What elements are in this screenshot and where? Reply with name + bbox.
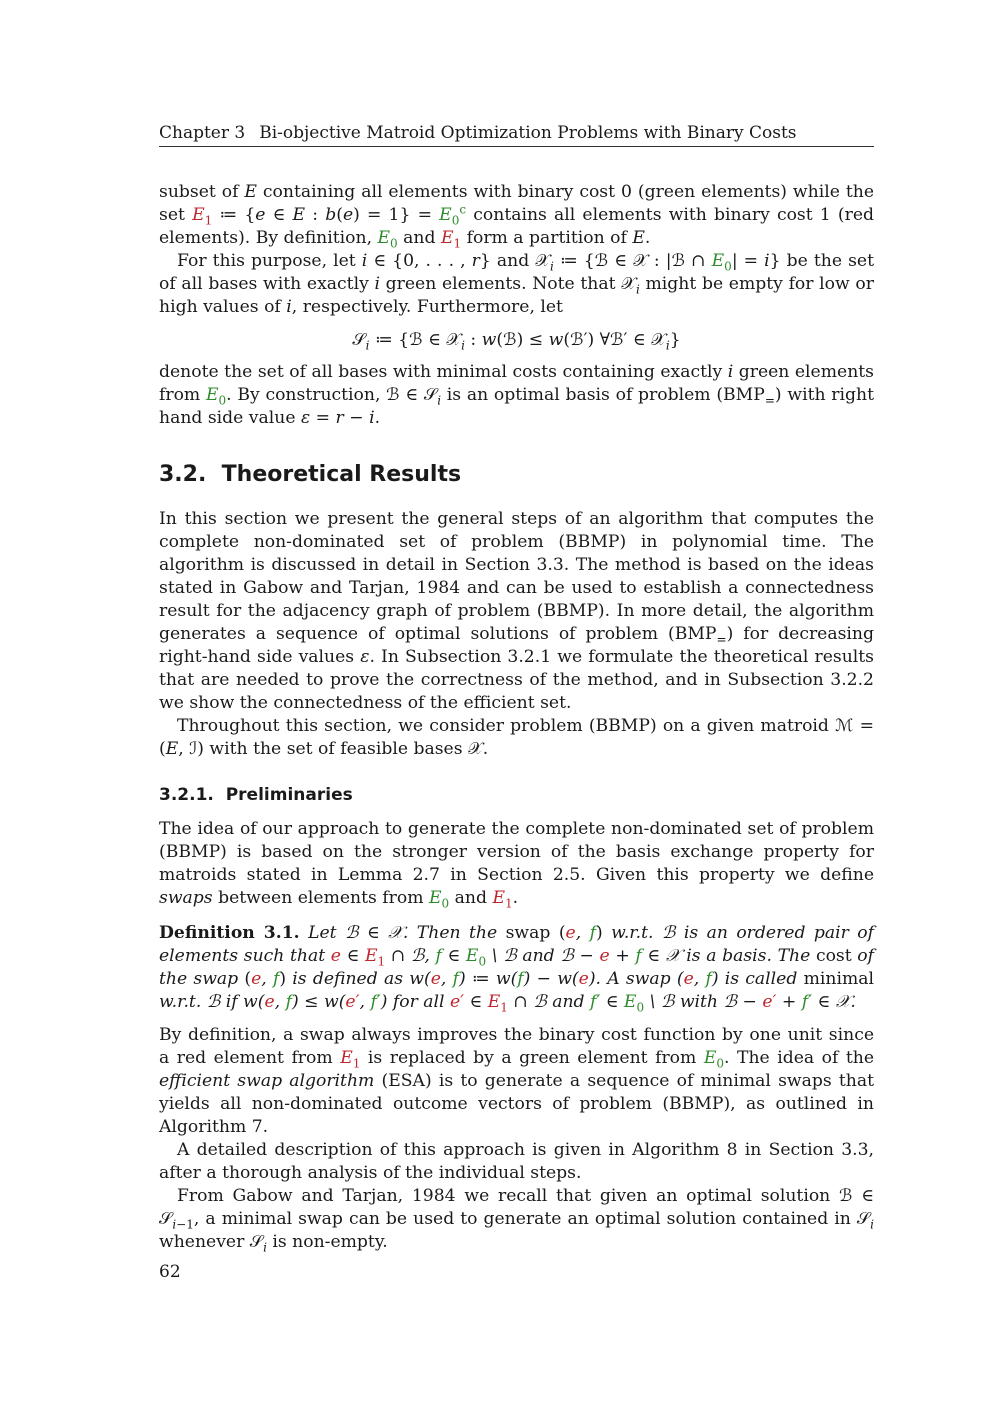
paragraph: In this section we present the general steps of an algorithm that computes the complete non-dominated set of problem (BBMP) in polynomial time. The algorithm is discussed in detail in Section 3.3. The method is based on the ideas stated in Gabow and Tarjan, 1984 and can be used to establish a connectedness result for the adjacency graph of problem (BBMP). In more detail, the algorithm generates a sequence of optimal solutions of problem $(BMP_=)$ for decreasing right-hand side values ε. In Subsection 3.2.1 we formulate the theoretical results that are needed to prove the correctness of the method, and in Subsection 3.2.2 we show the connectedness of the efficient set.: [159, 509, 874, 713]
paragraph: The idea of our approach to generate the complete non-dominated set of problem (BBMP) is based on the stronger version of the basis exchange property for matroids stated in Lemma 2.7 in Section 2.5. Given this property we define swaps between elements from $E_0$ and $E_1$.: [159, 819, 874, 911]
subsection-number: 3.2.1.: [159, 785, 214, 805]
definition-block: Definition 3.1. Let ℬ ∈ 𝒳. Then the swap (e, f) w.r.t. ℬ is an ordered pair of elements such that e ∈ $E_1$ ∩ ℬ, f ∈ $E_0$ \ ℬ and ℬ − e + f ∈ 𝒳 is a basis. The cost of the swap (e, f) is defined as w(e, f) ≔ w(f) − w(e). A swap (e, f) is called minimal w.r.t. ℬ if w(e, f) ≤ w(e′, f′) for all e′ ∈ $E_1$ ∩ ℬ and f′ ∈ $E_0$ \ ℬ with ℬ − e′ + f′ ∈ 𝒳.: [159, 923, 875, 1015]
definition-label: Definition 3.1.: [159, 923, 300, 943]
subsection-title: Preliminaries: [225, 785, 353, 805]
page-number: 62: [159, 1262, 181, 1282]
running-header: [159, 122, 874, 147]
section-heading: [159, 460, 874, 490]
display-equation: 𝒮$_i$ ≔ {ℬ ∈ 𝒳$_i$ : w(ℬ) ≤ w(ℬ′) ∀ℬ′ ∈ 𝒳$_i$}: [352, 330, 681, 353]
paragraph: From Gabow and Tarjan, 1984 we recall that given an optimal solution ℬ ∈ 𝒮$_{i-1}$, a minimal swap can be used to generate an optimal solution contained in 𝒮$_i$ whenever 𝒮$_i$ is non-empty.: [159, 1186, 874, 1255]
section-title: Theoretical Results: [221, 462, 462, 487]
section-number: 3.2.: [159, 462, 207, 487]
header-title: Bi-objective Matroid Optimization Problems with Binary Costs: [259, 123, 797, 143]
paragraph: denote the set of all bases with minimal costs containing exactly i green elements from $E_0$. By construction, ℬ ∈ 𝒮$_i$ is an optimal basis of problem $(BMP_=)$ with right hand side value ε = r − i.: [159, 362, 874, 428]
paragraph: For this purpose, let i ∈ {0, . . . , r} and 𝒳$_i$ ≔ {ℬ ∈ 𝒳 : |ℬ ∩ $E_0| = i$} be the set of all bases with exactly i green elements. Note that 𝒳$_i$ might be empty for low or high values of i, respectively. Furthermore, let: [159, 251, 875, 317]
paragraph: A detailed description of this approach is given in Algorithm 8 in Section 3.3, after a thorough analysis of the individual steps.: [159, 1140, 874, 1183]
paragraph: Throughout this section, we consider problem (BBMP) on a given matroid ℳ = (E, ℐ) with the set of feasible bases 𝒳.: [159, 716, 874, 759]
subsection-heading: [159, 783, 874, 807]
paragraph: By definition, a swap always improves the binary cost function by one unit since a red element from $E_1$ is replaced by a green element from $E_0$. The idea of the efficient swap algorithm (ESA) is to generate a sequence of minimal swaps that yields all non-dominated outcome vectors of problem (BBMP), as outlined in Algorithm 7.: [159, 1025, 875, 1137]
main-text: [159, 181, 874, 1254]
paragraph: subset of E containing all elements with binary cost 0 (green elements) while the set $E_1$ ≔ {e ∈ E : $b(e) = 1\} = E_0^c$ contains all elements with binary cost 1 (red elements). By definition, $E_0$ and $E_1$ form a partition of E.: [159, 182, 875, 251]
header-chapter: Chapter 3: [159, 123, 246, 143]
